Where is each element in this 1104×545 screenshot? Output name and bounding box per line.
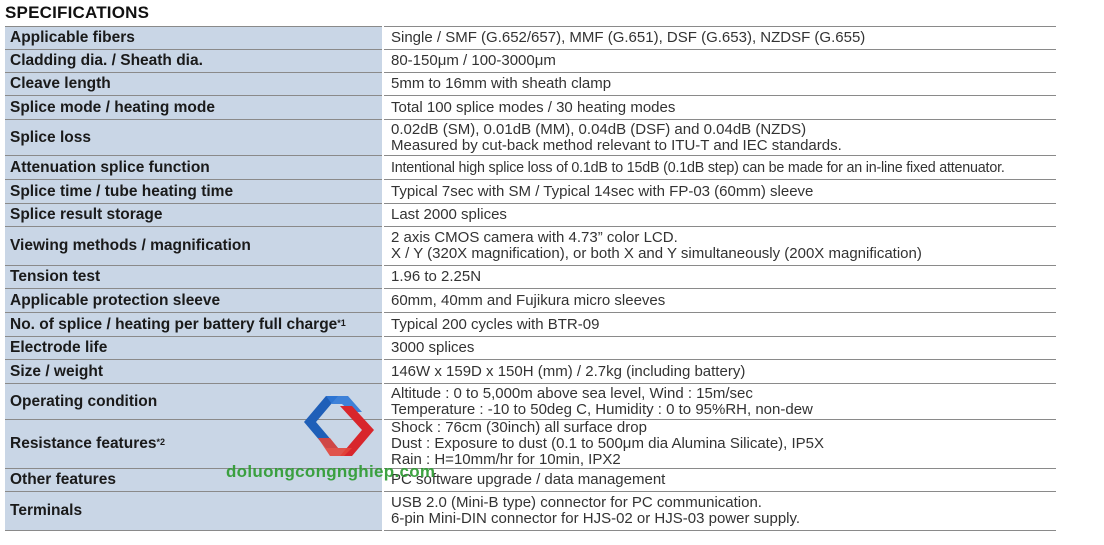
spec-label: [5, 96, 383, 120]
spec-value-line: 5mm to 16mm with sheath clamp: [391, 75, 612, 92]
spec-value: [383, 420, 1056, 469]
spec-value: [383, 360, 1056, 384]
spec-label: [5, 227, 383, 266]
spec-label-text: Applicable protection sleeve: [10, 291, 221, 309]
spec-label: [5, 120, 383, 156]
company-logo-icon: [296, 392, 386, 462]
spec-label-text: Viewing methods / magnification: [10, 237, 251, 254]
spec-row: [5, 469, 1056, 492]
spec-label: [5, 313, 383, 337]
spec-row: [5, 27, 1056, 50]
spec-value-line: Shock : 76cm (30inch) all surface drop: [391, 419, 647, 436]
footnote-marker: *1: [337, 317, 346, 328]
spec-label: [5, 337, 383, 360]
spec-label: [5, 289, 383, 313]
spec-value: [383, 289, 1056, 313]
spec-label-text: Splice mode / heating mode: [10, 98, 215, 116]
spec-value: [383, 313, 1056, 337]
spec-row: [5, 73, 1056, 96]
spec-label-text: Resistance features: [10, 435, 157, 452]
spec-value-line: Temperature : -10 to 50deg C, Humidity : 0 to 95%RH, non-dew: [391, 400, 813, 418]
spec-value-line: Rain : H=10mm/hr for 10min, IPX2: [391, 451, 621, 468]
spec-value: [383, 180, 1056, 204]
spec-value-line: Total 100 splice modes / 30 heating modes: [391, 98, 676, 116]
spec-row: [5, 289, 1056, 313]
spec-row: [5, 96, 1056, 120]
spec-label-text: Terminals: [10, 502, 83, 519]
spec-value: [383, 156, 1056, 180]
spec-value-line: Intentional high splice loss of 0.1dB to 15dB (0.1dB step) can be made for an in-line fixed attenuator.: [391, 159, 1005, 176]
spec-value-line: 0.02dB (SM), 0.01dB (MM), 0.04dB (DSF) and 0.04dB (NZDS): [391, 120, 807, 138]
spec-label-text: Splice result storage: [10, 206, 163, 223]
spec-value-line: USB 2.0 (Mini-B type) connector for PC communication.: [391, 494, 762, 511]
spec-value: [383, 337, 1056, 360]
logo-blue-chevron: [304, 396, 362, 448]
spec-row: [5, 420, 1056, 469]
spec-table: [5, 26, 1056, 531]
spec-value: [383, 469, 1056, 492]
spec-value: [383, 50, 1056, 73]
spec-label-text: Other features: [10, 471, 116, 488]
spec-label-text: No. of splice / heating per battery full charge: [10, 315, 338, 333]
spec-value-line: PC software upgrade / data management: [391, 471, 666, 488]
spec-row: [5, 360, 1056, 384]
spec-value: [383, 73, 1056, 96]
spec-value-line: 6-pin Mini-DIN connector for HJS-02 or HJS-03 power supply.: [391, 510, 801, 527]
spec-row: [5, 180, 1056, 204]
spec-label-text: Cladding dia. / Sheath dia.: [10, 52, 203, 69]
spec-label-text: Applicable fibers: [10, 29, 135, 46]
spec-row: [5, 337, 1056, 360]
spec-row: [5, 313, 1056, 337]
spec-value: [383, 266, 1056, 289]
spec-row: [5, 50, 1056, 73]
page-title: SPECIFICATIONS: [5, 3, 150, 22]
spec-row: [5, 266, 1056, 289]
spec-label: [5, 204, 383, 227]
spec-label-text: Splice loss: [10, 128, 91, 146]
spec-label-text: Attenuation splice function: [10, 158, 210, 176]
spec-value: [383, 227, 1056, 266]
spec-table-body: [5, 27, 1056, 531]
spec-row: [5, 384, 1056, 420]
spec-label: [5, 156, 383, 180]
spec-value: [383, 204, 1056, 227]
spec-value-line: 60mm, 40mm and Fujikura micro sleeves: [391, 291, 666, 309]
footnote-marker: *2: [156, 437, 165, 447]
spec-value-line: Typical 200 cycles with BTR-09: [391, 315, 600, 333]
spec-value-line: 2 axis CMOS camera with 4.73” color LCD.: [391, 229, 678, 246]
spec-label: [5, 73, 383, 96]
spec-value: [383, 27, 1056, 50]
spec-value-line: 146W x 159D x 150H (mm) / 2.7kg (including battery): [391, 362, 746, 380]
spec-value-line: Measured by cut-back method relevant to ITU-T and IEC standards.: [391, 136, 842, 154]
spec-label: [5, 50, 383, 73]
spec-label-text: Size / weight: [10, 362, 104, 380]
spec-label: [5, 27, 383, 50]
spec-label: [5, 492, 383, 531]
spec-label: [5, 266, 383, 289]
logo-red-chevron: [318, 406, 374, 456]
spec-row: [5, 204, 1056, 227]
spec-label-text: Operating condition: [10, 392, 158, 410]
spec-label-text: Cleave length: [10, 75, 111, 92]
spec-row: [5, 156, 1056, 180]
spec-row: [5, 120, 1056, 156]
spec-value: [383, 120, 1056, 156]
spec-value-line: X / Y (320X magnification), or both X and Y simultaneously (200X magnification): [391, 245, 922, 262]
spec-value-line: Typical 7sec with SM / Typical 14sec with FP-03 (60mm) sleeve: [391, 182, 814, 200]
spec-row: [5, 227, 1056, 266]
spec-row: [5, 492, 1056, 531]
spec-label: [5, 180, 383, 204]
spec-value-line: Last 2000 splices: [391, 206, 507, 223]
spec-value-line: 80-150μm / 100-3000μm: [391, 52, 556, 69]
spec-value-line: 3000 splices: [391, 339, 475, 356]
spec-value-line: 1.96 to 2.25N: [391, 268, 482, 285]
spec-value: [383, 384, 1056, 420]
spec-value: [383, 492, 1056, 531]
spec-label: [5, 360, 383, 384]
spec-label-text: Electrode life: [10, 339, 108, 356]
spec-value-line: Dust : Exposure to dust (0.1 to 500μm dia Alumina Silicate), IP5X: [391, 435, 825, 452]
spec-label-text: Tension test: [10, 268, 101, 285]
watermark-text: doluongcongnghiep.com: [226, 462, 436, 481]
spec-value-line: Single / SMF (G.652/657), MMF (G.651), DSF (G.653), NZDSF (G.655): [391, 29, 866, 46]
spec-value-line: Altitude : 0 to 5,000m above sea level, Wind : 15m/sec: [391, 384, 753, 402]
spec-label-text: Splice time / tube heating time: [10, 182, 234, 200]
spec-value: [383, 96, 1056, 120]
